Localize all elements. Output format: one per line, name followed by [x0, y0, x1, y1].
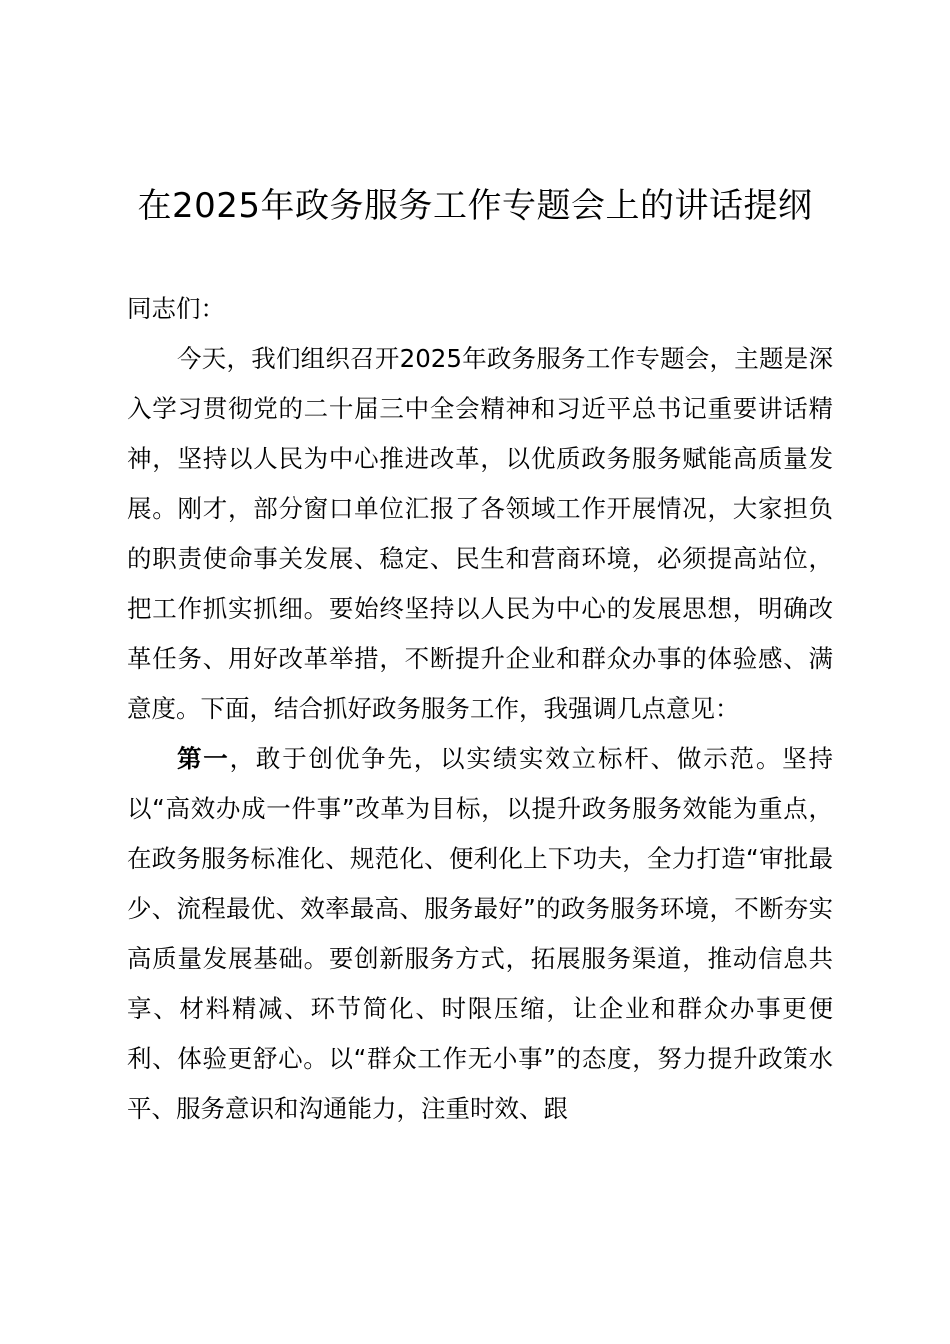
document-title: 在2025年政务服务工作专题会上的讲话提纲: [137, 186, 813, 226]
document-body: [127, 284, 833, 1134]
point-text: ，敢于创优争先，以实绩实效立标杆、做示范。坚持以“高效办成一件事”改革为目标，以提升政务服务效能为重点，在政务服务标准化、规范化、便利化上下功夫，全力打造“审批最少、流程最优、效率最高、服务最好”的政务服务环境，不断夯实高质量发展基础。要创新服务方式，拓展服务渠道，推动信息共享、材料精减、环节简化、时限压缩，让企业和群众办事更便利、体验更舒心。以“群众工作无小事”的态度，努力提升政策水平、服务意识和沟通能力，注重时效、跟: [127, 744, 833, 1123]
point-lead: 第一: [177, 744, 230, 773]
paragraph-intro: 今天，我们组织召开2025年政务服务工作专题会，主题是深入学习贯彻党的二十届三中全会精神和习近平总书记重要讲话精神，坚持以人民为中心推进改革，以优质政务服务赋能高质量发展。刚才，部分窗口单位汇报了各领域工作开展情况，大家担负的职责使命事关发展、稳定、民生和营商环境，必须提高站位，把工作抓实抓细。要始终坚持以人民为中心的发展思想，明确改革任务、用好改革举措，不断提升企业和群众办事的体验感、满意度。下面，结合抓好政务服务工作，我强调几点意见：: [127, 344, 833, 723]
salutation: 同志们：: [127, 294, 225, 323]
paragraph-first-point: [127, 734, 833, 1134]
